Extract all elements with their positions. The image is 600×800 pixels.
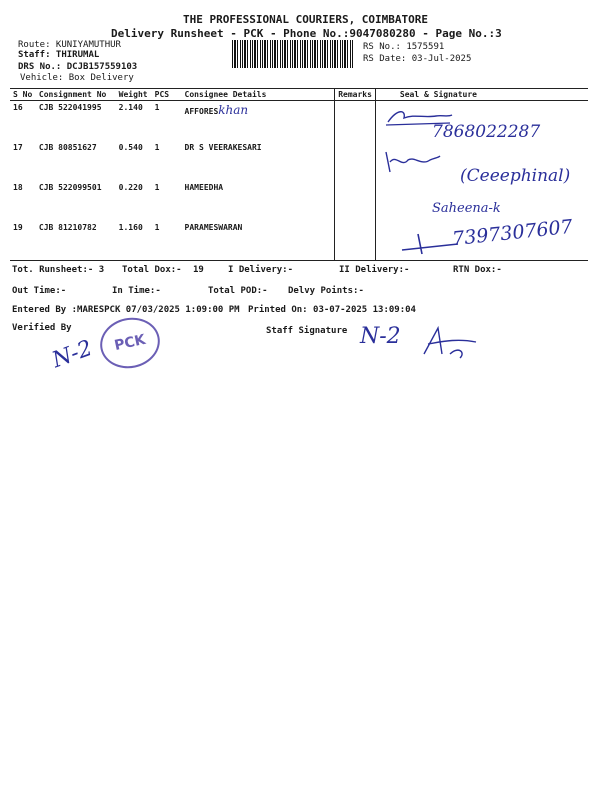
- col-weight: Weight: [116, 89, 152, 101]
- row-remarks: [335, 221, 376, 261]
- runsheet-title: Delivery Runsheet - PCK - Phone No.:9047080280 - Page No.:3: [111, 27, 502, 40]
- col-pcs: PCS: [152, 89, 182, 101]
- staff-signature-label: Staff Signature: [266, 326, 348, 336]
- verified-handwritten-signature: N-2: [48, 335, 96, 374]
- entered-by: Entered By :MARESPCK 07/03/2025 1:09:00 PM: [12, 305, 240, 315]
- row-weight: 0.540: [118, 142, 143, 152]
- printed-on: Printed On: 03-07-2025 13:09:04: [248, 305, 416, 315]
- rs-number: RS No.: 1575591: [363, 42, 445, 52]
- consignee-name: AFFORES: [184, 107, 219, 116]
- table-header-row: [10, 89, 588, 101]
- row-sno: 19: [10, 221, 36, 261]
- verified-by: Verified By: [12, 323, 72, 333]
- row-pcs: 1: [152, 221, 182, 261]
- row-pcs: 1: [154, 182, 160, 192]
- row-consignee: HAMEEDHA: [184, 182, 224, 192]
- total-runsheet: Tot. Runsheet:- 3: [12, 265, 105, 275]
- row-remarks: [335, 181, 376, 221]
- signature-scribble-2: [382, 148, 442, 176]
- row-remarks: [335, 141, 376, 181]
- col-remarks: Remarks: [335, 89, 376, 101]
- row-sno: 16: [13, 103, 23, 112]
- delivery-points: Delvy Points:-: [288, 286, 364, 296]
- col-seal-signature: Seal & Signature: [375, 89, 588, 101]
- col-consignee: Consignee Details: [182, 89, 335, 101]
- handwritten-signature-3: Saheena-k: [432, 201, 501, 216]
- col-sno: S No: [10, 89, 36, 101]
- row-pcs: 1: [154, 142, 160, 152]
- row-sno: 17: [13, 142, 23, 152]
- col-consignment: Consignment No: [36, 89, 116, 101]
- out-time: Out Time:-: [12, 286, 67, 296]
- handwritten-phone-1: 7868022287: [432, 122, 541, 142]
- staff-signature-flourish: [420, 324, 480, 360]
- row-pcs: 1: [154, 103, 160, 112]
- row-consignment: CJB 522041995: [38, 103, 102, 112]
- staff: Staff: THIRUMAL: [18, 50, 100, 60]
- row-consignment: CJB 81210782: [36, 221, 116, 261]
- table-row: [10, 181, 588, 221]
- barcode: [232, 40, 354, 68]
- company-name: THE PROFESSIONAL COURIERS, COIMBATORE: [183, 13, 429, 26]
- vehicle: Vehicle: Box Delivery: [20, 73, 134, 83]
- row-weight: 0.220: [118, 182, 143, 192]
- rs-date: RS Date: 03-Jul-2025: [363, 54, 472, 64]
- row-remarks: [335, 101, 376, 141]
- row-consignee: DR S VEERAKESARI: [184, 142, 262, 152]
- total-dox-label: Total Dox:-: [122, 265, 182, 275]
- i-delivery: I Delivery:-: [228, 265, 294, 275]
- total-dox-value: 19: [193, 265, 204, 275]
- handwritten-name-2-text: Ceeephinal: [466, 166, 564, 186]
- total-pod: Total POD:-: [208, 286, 268, 296]
- drs-number: DRS No.: DCJB157559103: [18, 62, 138, 72]
- row-consignee: [182, 101, 335, 141]
- in-time: In Time:-: [112, 286, 161, 296]
- row-weight: 2.140: [118, 103, 143, 112]
- rtn-dox: RTN Dox:-: [453, 265, 502, 275]
- company-stamp: PCK: [95, 312, 164, 373]
- route: Route: KUNIYAMUTHUR: [18, 40, 121, 50]
- handwritten-phone-4: 7397307607: [451, 215, 574, 251]
- row-consignment: CJB 522099501: [38, 182, 102, 192]
- row-sno: 18: [13, 182, 23, 192]
- staff-handwritten-signature: N-2: [360, 324, 401, 349]
- handwritten-name-2: (Ceeephinal): [460, 166, 571, 186]
- row-consignee: PARAMESWARAN: [182, 221, 335, 261]
- consignee-handwritten: khan: [218, 103, 249, 117]
- ii-delivery: II Delivery:-: [339, 265, 410, 275]
- row-weight: 1.160: [116, 221, 152, 261]
- row-consignment: CJB 80851627: [38, 142, 97, 152]
